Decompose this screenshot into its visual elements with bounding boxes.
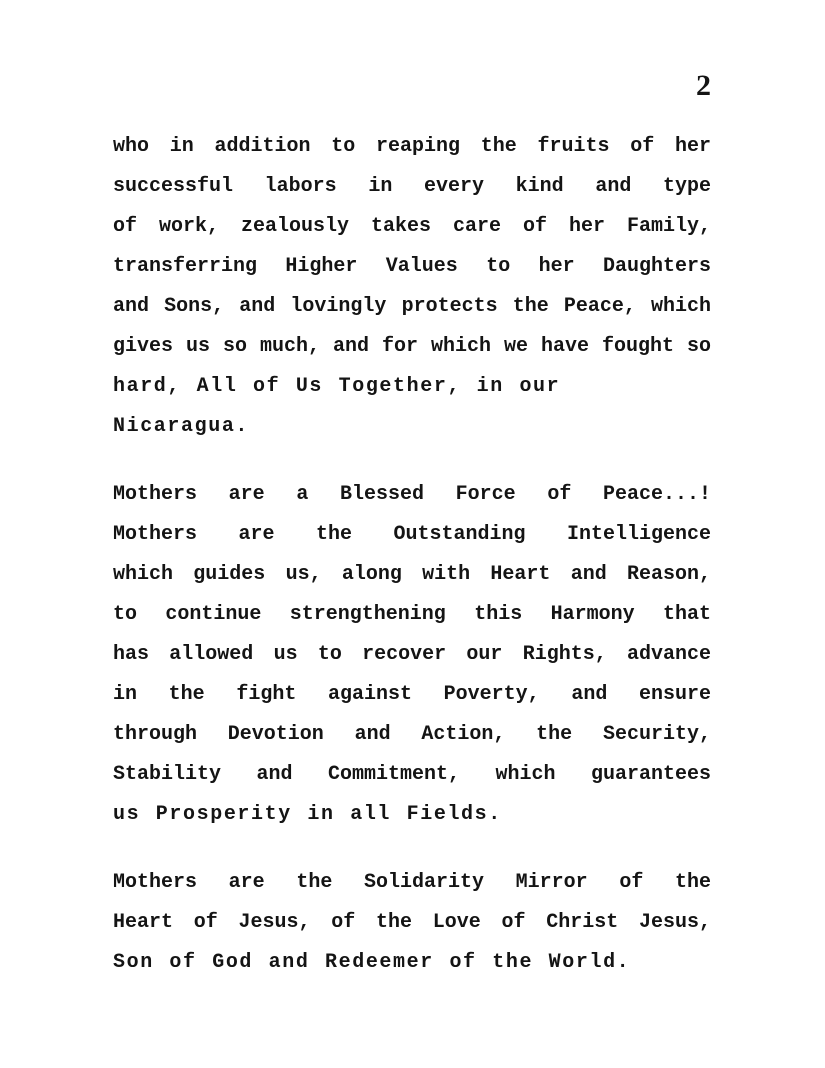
text-line: has allowed us to recover our Rights, advance: [113, 643, 711, 666]
text-line: of work, zealously takes care of her Family,: [113, 215, 711, 238]
text-line: Heart of Jesus, of the Love of Christ Jesus,: [113, 911, 711, 934]
text-line: which guides us, along with Heart and Reason,: [113, 563, 711, 586]
paragraph-2: [113, 475, 711, 835]
page-body: [113, 127, 711, 983]
text-line: through Devotion and Action, the Security,: [113, 723, 711, 746]
text-line: who in addition to reaping the fruits of her: [113, 135, 711, 158]
text-line: us Prosperity in all Fields.: [113, 803, 502, 826]
text-line: gives us so much, and for which we have fought so: [113, 335, 711, 358]
text-line: transferring Higher Values to her Daughters: [113, 255, 711, 278]
paragraph-3: [113, 863, 711, 983]
text-line: Mothers are the Solidarity Mirror of the: [113, 871, 711, 894]
text-line: Son of God and Redeemer of the World.: [113, 951, 631, 974]
text-line: hard, All of Us Together, in our Nicaragua.: [113, 375, 561, 438]
text-line: to continue strengthening this Harmony that: [113, 603, 711, 626]
text-line: Stability and Commitment, which guarantees: [113, 763, 711, 786]
text-line: successful labors in every kind and type: [113, 175, 711, 198]
text-line: in the fight against Poverty, and ensure: [113, 683, 711, 706]
text-line: and Sons, and lovingly protects the Peace, which: [113, 295, 711, 318]
text-line: Mothers are a Blessed Force of Peace...!: [113, 483, 711, 506]
text-line: Mothers are the Outstanding Intelligence: [113, 523, 711, 546]
paragraph-1: [113, 127, 711, 447]
page-number: 2: [696, 69, 711, 102]
